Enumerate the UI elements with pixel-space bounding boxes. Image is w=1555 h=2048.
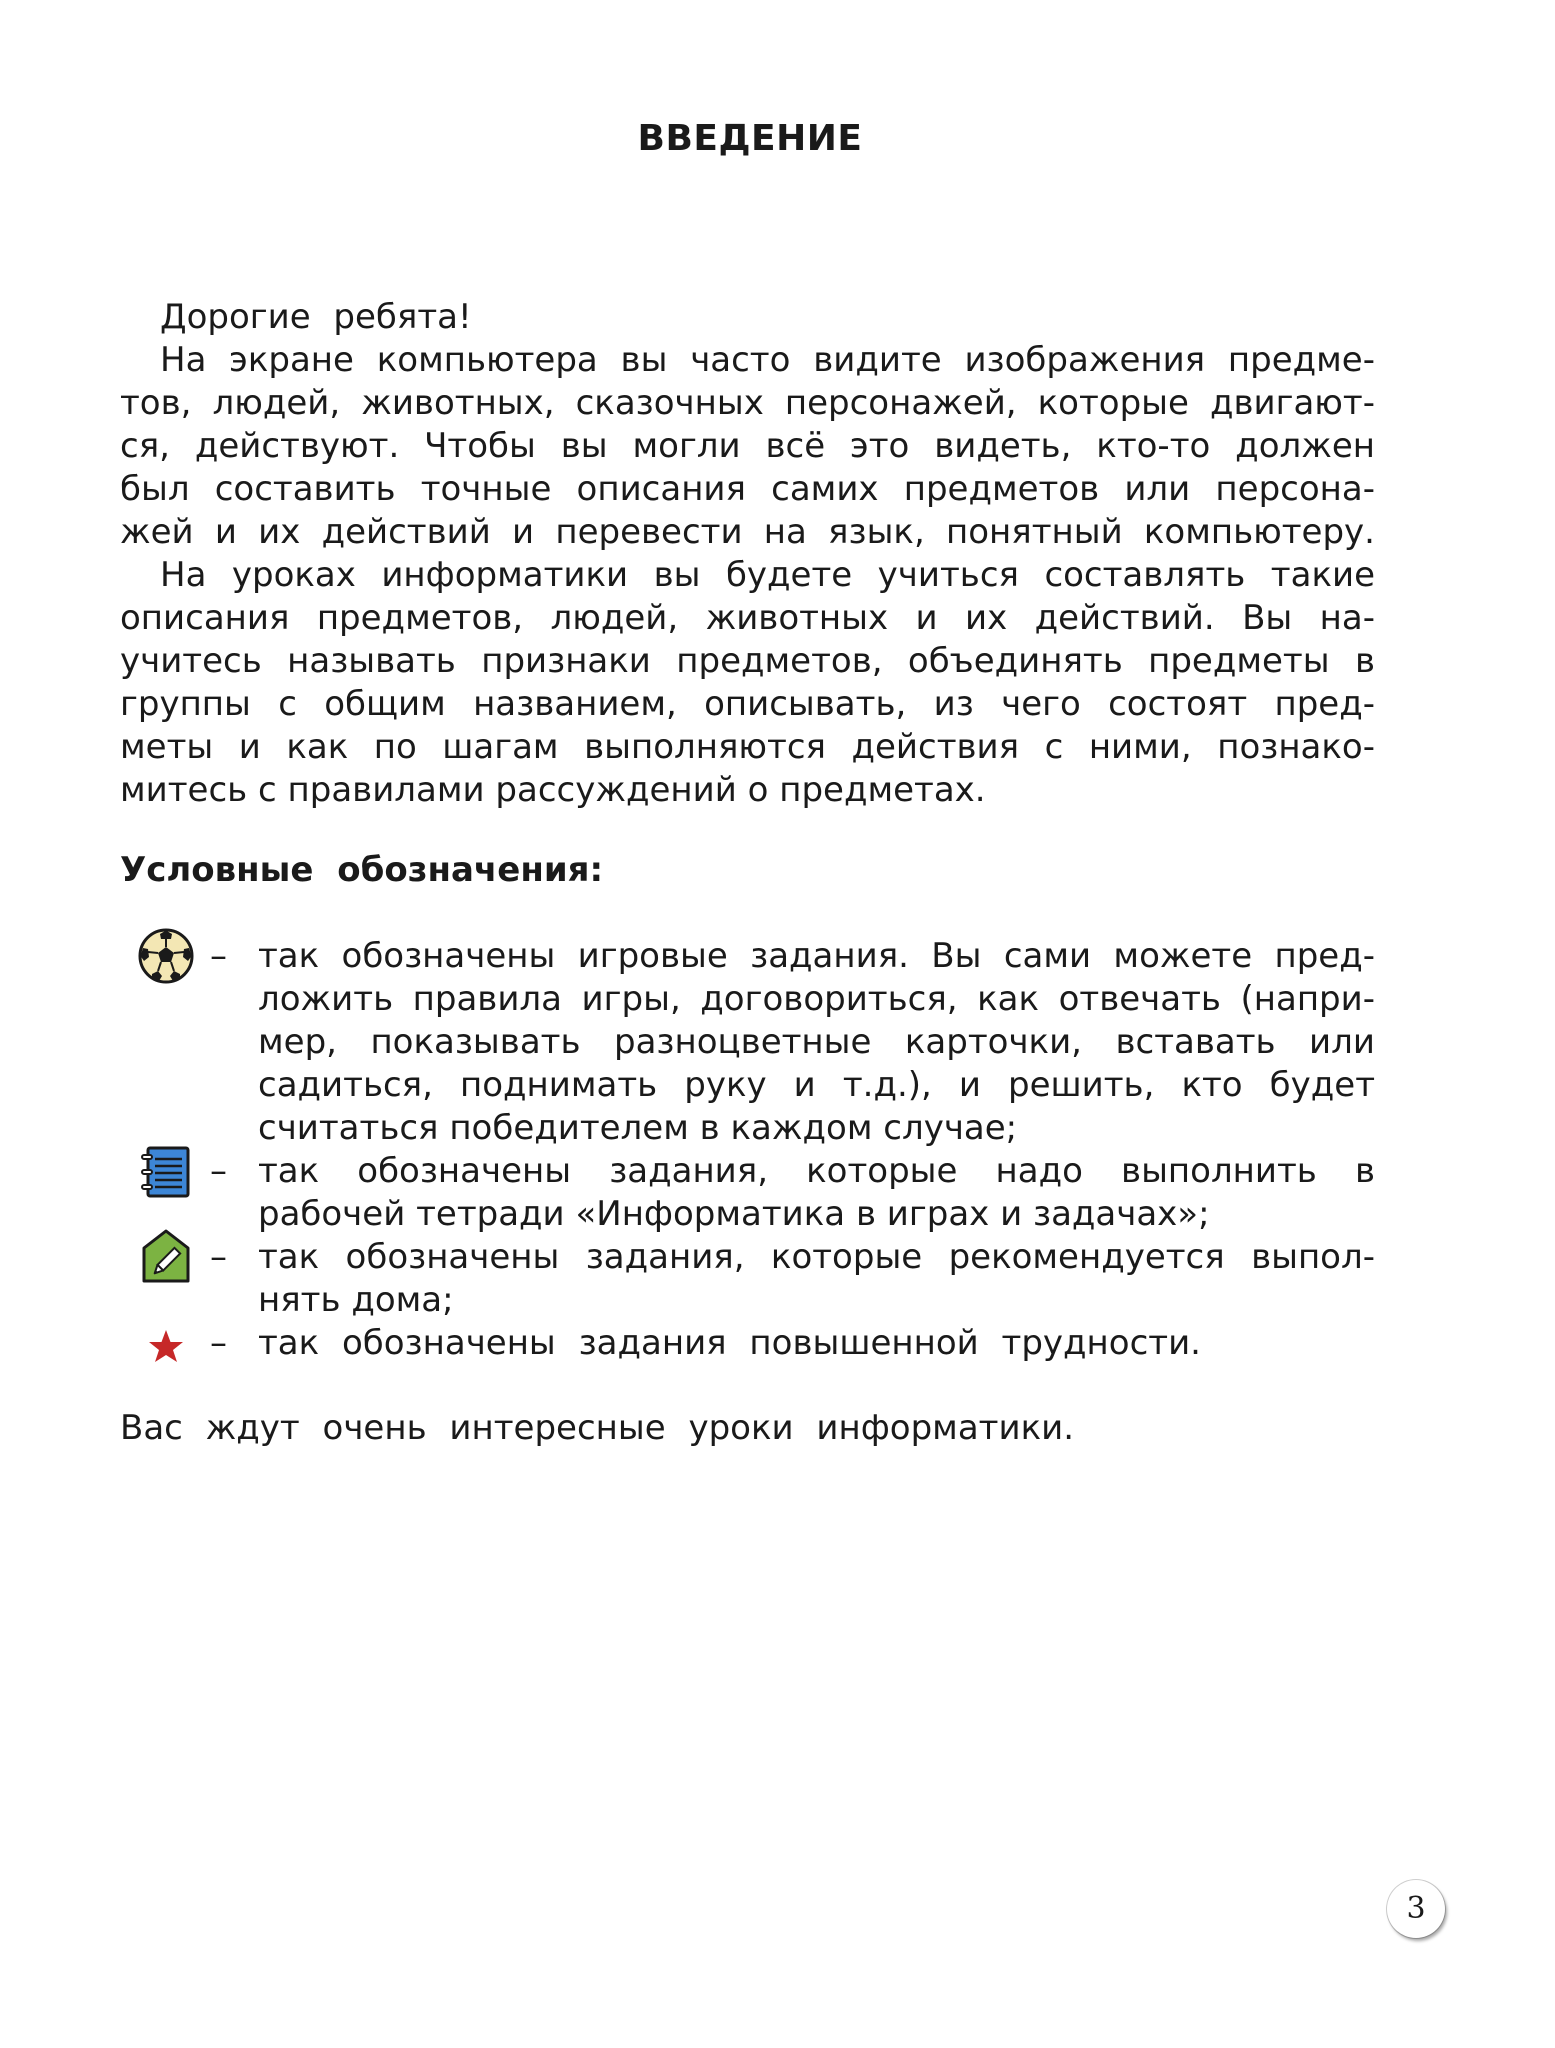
text-line: На уроках информатики вы будете учиться составлять такие	[160, 555, 1375, 595]
text-line: ложить правила игры, договориться, как отвечать (напри-	[258, 979, 1375, 1019]
text-line: так обозначены игровые задания. Вы сами можете пред-	[258, 936, 1375, 976]
text-line: так обозначены задания, которые надо выполнить в	[258, 1151, 1375, 1191]
text-line: описания предметов, людей, животных и их действий. Вы на-	[120, 598, 1375, 638]
legend-heading: Условные обозначения:	[120, 850, 604, 890]
text-line: тов, людей, животных, сказочных персонажей, которые двигают-	[120, 383, 1375, 423]
closing-text: Вас ждут очень интересные уроки информатики.	[120, 1408, 1075, 1448]
notebook-icon	[138, 1144, 194, 1200]
intro-paragraph	[120, 339, 1375, 812]
text-line: рабочей тетради «Информатика в играх и задачах»;	[258, 1194, 1210, 1234]
text-line: так обозначены задания повышенной трудности.	[258, 1323, 1201, 1363]
legend-dash: –	[210, 1151, 227, 1191]
text-line: считаться победителем в каждом случае;	[258, 1108, 1018, 1148]
star-icon	[138, 1318, 194, 1374]
legend-dash: –	[210, 936, 227, 976]
text-line: был составить точные описания самих предметов или персона-	[120, 469, 1375, 509]
text-line: нять дома;	[258, 1280, 454, 1320]
legend-text	[258, 1150, 1375, 1236]
soccer-ball-icon	[138, 928, 194, 984]
page-title: ВВЕДЕНИЕ	[637, 118, 863, 159]
text-line: жей и их действий и перевести на язык, понятный компьютеру.	[120, 512, 1375, 552]
text-line: учитесь называть признаки предметов, объединять предметы в	[120, 641, 1375, 681]
text-line: ся, действуют. Чтобы вы могли всё это видеть, кто-то должен	[120, 426, 1375, 466]
legend-dash: –	[210, 1237, 227, 1277]
text-line: меты и как по шагам выполняются действия с ними, познако-	[120, 727, 1375, 767]
house-pencil-icon	[138, 1228, 194, 1284]
text-line: группы с общим названием, описывать, из чего состоят пред-	[120, 684, 1375, 724]
text-line: садиться, поднимать руку и т.д.), и решить, кто будет	[258, 1065, 1375, 1105]
text-line: На экране компьютера вы часто видите изображения предме-	[160, 340, 1375, 380]
text-line: митесь с правилами рассуждений о предметах.	[120, 770, 986, 810]
legend-dash: –	[210, 1323, 227, 1363]
legend-text	[258, 1322, 1375, 1365]
text-line: мер, показывать разноцветные карточки, вставать или	[258, 1022, 1375, 1062]
legend-text	[258, 935, 1375, 1150]
greeting: Дорогие ребята!	[160, 297, 472, 337]
page-number: 3	[1387, 1880, 1445, 1938]
legend-text	[258, 1236, 1375, 1322]
text-line: так обозначены задания, которые рекомендуется выпол-	[258, 1237, 1375, 1277]
